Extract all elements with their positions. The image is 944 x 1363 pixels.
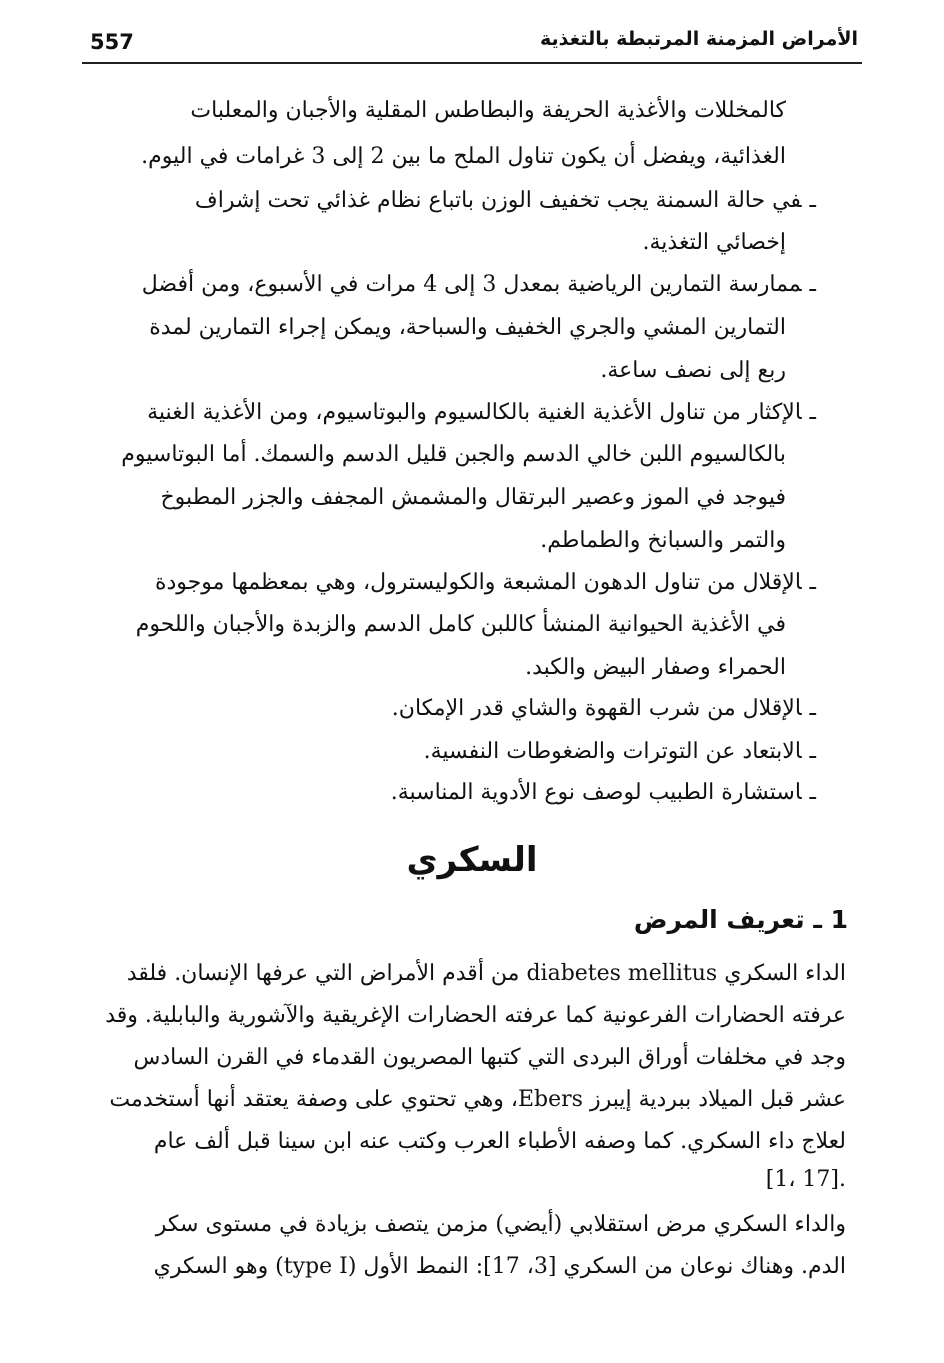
bullet-dash: ـ: [809, 739, 816, 764]
bullet-line: والتمر والسبانخ والطماطم.: [540, 528, 786, 553]
bullet-line: الابتعاد عن التوترات والضغوطات النفسية.: [423, 739, 802, 764]
bullet-item-exercise: [142, 268, 816, 302]
subsection-title: 1 ـ تعريف المرض: [633, 905, 848, 934]
bullet-line: ربع إلى نصف ساعة.: [600, 358, 786, 383]
bullet-line: استشارة الطبيب لوصف نوع الأدوية المناسبة.: [390, 780, 802, 805]
bullet-line: الإقلال من شرب القهوة والشاي قدر الإمكان.: [391, 696, 802, 721]
section-title: السكري: [406, 840, 538, 880]
page-number: 557: [90, 30, 134, 54]
bullet-line: التمارين المشي والجري الخفيف والسباحة، ويمكن إجراء التمارين لمدة: [149, 315, 786, 340]
bullet-dash: ـ: [809, 400, 816, 425]
paragraph-line: الداء السكري diabetes mellitus من أقدم الأمراض التي عرفها الإنسان. فلقد: [126, 961, 846, 986]
paragraph-line: [1، 17].: [765, 1167, 846, 1192]
bullet-dash: ـ: [809, 696, 816, 721]
running-title: الأمراض المزمنة المرتبطة بالتغذية: [539, 28, 858, 50]
paragraph-line: الدم. وهناك نوعان من السكري [3، 17]: النمط الأول (type I) وهو السكري: [153, 1254, 846, 1279]
bullet-line: في الأغذية الحيوانية المنشأ كاللبن كامل الدسم والزبدة والأجبان واللحوم: [135, 612, 786, 637]
bullet-item-doctor: [391, 776, 816, 810]
bullet-dash: ـ: [809, 570, 816, 595]
body-line: الغذائية، ويفضل أن يكون تناول الملح ما بين 2 إلى 3 غرامات في اليوم.: [141, 144, 786, 169]
bullet-line: بالكالسيوم اللبن خالي الدسم والجبن قليل الدسم والسمك. أما البوتاسيوم: [121, 442, 786, 467]
bullet-item-fats: [155, 566, 816, 600]
bullet-line: فيوجد في الموز وعصير البرتقال والمشمش المجفف والجزر المطبوخ: [160, 485, 786, 510]
bullet-item-stress: [424, 735, 816, 769]
paragraph-line: عشر قبل الميلاد ببردية إيبرز Ebers، وهي تحتوي على وصفة يعتقد أنها أستخدمت: [109, 1087, 846, 1112]
bullet-item-coffee: [392, 692, 816, 726]
paragraph-line: لعلاج داء السكري. كما وصفه الأطباء العرب وكتب عنه ابن سينا قبل ألف عام: [153, 1129, 846, 1154]
bullet-dash: ـ: [809, 272, 816, 297]
bullet-line: إخصائي التغذية.: [642, 230, 786, 255]
bullet-dash: ـ: [809, 188, 816, 213]
bullet-line: في حالة السمنة يجب تخفيف الوزن باتباع نظام غذائي تحت إشراف: [194, 188, 802, 213]
paragraph-line: عرفته الحضارات الفرعونية كما عرفته الحضارات الإغريقية والآشورية والبابلية. وقد: [105, 1003, 846, 1028]
bullet-item-calcium: [147, 396, 816, 430]
body-line: كالمخللات والأغذية الحريفة والبطاطس المقلية والأجبان والمعلبات: [190, 98, 786, 123]
paragraph-line: والداء السكري مرض استقلابي (أيضي) مزمن يتصف بزيادة في مستوى سكر: [155, 1212, 846, 1237]
bullet-line: ممارسة التمارين الرياضية بمعدل 3 إلى 4 مرات في الأسبوع، ومن أفضل: [141, 272, 802, 297]
page-header: [82, 22, 862, 64]
bullet-line: الإقلال من تناول الدهون المشبعة والكوليسترول، وهي بمعظمها موجودة: [154, 570, 802, 595]
paragraph-line: وجد في مخلفات أوراق البردى التي كتبها المصريون القدماء في القرن السادس: [133, 1045, 846, 1070]
bullet-item-weight: [195, 184, 816, 218]
bullet-dash: ـ: [809, 780, 816, 805]
bullet-line: الإكثار من تناول الأغذية الغنية بالكالسيوم والبوتاسيوم، ومن الأغذية الغنية: [147, 400, 802, 425]
bullet-line: الحمراء وصفار البيض والكبد.: [525, 655, 786, 680]
